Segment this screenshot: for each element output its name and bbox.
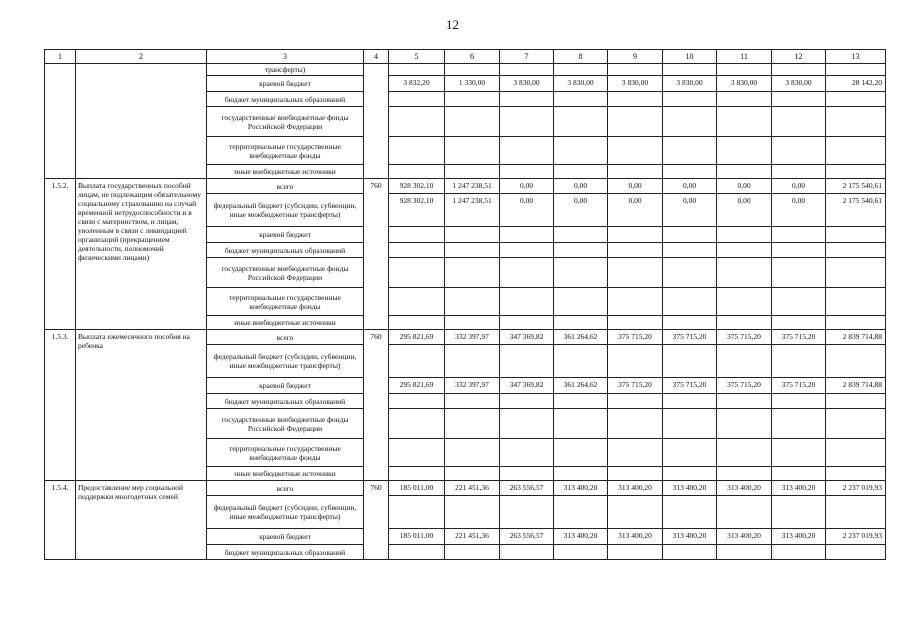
table-row: [45, 179, 886, 194]
value-cell: [663, 467, 717, 481]
value-cell: [772, 345, 826, 378]
value-cell: 3 830,00: [500, 76, 554, 92]
column-header: 6: [445, 50, 500, 64]
column-header: 12: [772, 50, 826, 64]
value-cell: 313 400,20: [663, 481, 717, 496]
value-cell: 313 400,20: [608, 481, 663, 496]
value-cell: 2 839 714,88: [826, 330, 886, 345]
funding-source-cell: государственные внебюджетные фонды Российской Федерации: [207, 258, 364, 288]
funding-source-cell: трансферты): [207, 64, 364, 76]
funding-source-cell: всего: [207, 330, 364, 345]
value-cell: 2 175 540,61: [826, 194, 886, 227]
funding-source-cell: бюджет муниципальных образований: [207, 243, 364, 258]
value-cell: [608, 439, 663, 467]
value-cell: [445, 316, 500, 330]
value-cell: [608, 107, 663, 137]
funding-source-cell: иные внебюджетные источники: [207, 165, 364, 179]
value-cell: [389, 545, 445, 560]
value-cell: [500, 258, 554, 288]
value-cell: [500, 64, 554, 76]
funding-source-cell: краевой бюджет: [207, 378, 364, 394]
value-cell: [663, 394, 717, 409]
value-cell: [772, 107, 826, 137]
value-cell: [445, 227, 500, 243]
column-header: 13: [826, 50, 886, 64]
value-cell: [608, 288, 663, 316]
column-header: 10: [663, 50, 717, 64]
value-cell: [445, 64, 500, 76]
value-cell: 1 330,00: [445, 76, 500, 92]
value-cell: 0,00: [717, 194, 772, 227]
value-cell: 0,00: [663, 179, 717, 194]
value-cell: [772, 92, 826, 107]
value-cell: [445, 467, 500, 481]
table-row: [45, 330, 886, 345]
value-cell: [389, 394, 445, 409]
value-cell: [717, 316, 772, 330]
item-code: 1.5.4.: [45, 481, 76, 560]
value-cell: 347 369,82: [500, 378, 554, 394]
value-cell: [608, 64, 663, 76]
value-cell: [717, 243, 772, 258]
table-row: [45, 481, 886, 496]
value-cell: 0,00: [772, 194, 826, 227]
funding-source-cell: иные внебюджетные источники: [207, 316, 364, 330]
value-cell: [663, 137, 717, 165]
value-cell: [389, 137, 445, 165]
value-cell: [772, 227, 826, 243]
value-cell: 375 715,20: [717, 330, 772, 345]
funding-source-cell: бюджет муниципальных образований: [207, 92, 364, 107]
value-cell: [717, 345, 772, 378]
funding-source-cell: государственные внебюджетные фонды Российской Федерации: [207, 107, 364, 137]
item-name: Выплата ежемесячного пособия на ребенка: [76, 330, 207, 481]
value-cell: [608, 345, 663, 378]
value-cell: [445, 545, 500, 560]
value-cell: [500, 165, 554, 179]
value-cell: [717, 496, 772, 529]
value-cell: [608, 496, 663, 529]
value-cell: [554, 243, 608, 258]
value-cell: [389, 64, 445, 76]
value-cell: [717, 165, 772, 179]
value-cell: [826, 64, 886, 76]
value-cell: [445, 92, 500, 107]
value-cell: 0,00: [663, 194, 717, 227]
value-cell: [663, 64, 717, 76]
value-cell: [445, 409, 500, 439]
value-cell: [826, 467, 886, 481]
value-cell: [826, 137, 886, 165]
value-cell: 928 302,10: [389, 179, 445, 194]
column-header: 11: [717, 50, 772, 64]
value-cell: [663, 243, 717, 258]
value-cell: [500, 394, 554, 409]
value-cell: [554, 394, 608, 409]
column-header: 5: [389, 50, 445, 64]
column-header: 8: [554, 50, 608, 64]
value-cell: 375 715,20: [717, 378, 772, 394]
value-cell: 313 400,20: [554, 529, 608, 545]
code-cell: [45, 64, 76, 179]
value-cell: [500, 545, 554, 560]
value-cell: [772, 496, 826, 529]
value-cell: [663, 258, 717, 288]
value-cell: 375 715,20: [772, 378, 826, 394]
value-cell: [826, 92, 886, 107]
value-cell: [389, 288, 445, 316]
value-cell: 0,00: [608, 194, 663, 227]
value-cell: [772, 258, 826, 288]
value-cell: [554, 258, 608, 288]
page-number: 12: [446, 17, 459, 32]
value-cell: [826, 496, 886, 529]
value-cell: [500, 345, 554, 378]
value-cell: 313 400,20: [772, 529, 826, 545]
value-cell: [826, 394, 886, 409]
value-cell: [554, 64, 608, 76]
funding-source-cell: территориальные государственные внебюджетные фонды: [207, 439, 364, 467]
value-cell: 375 715,20: [608, 330, 663, 345]
funding-source-cell: федеральный бюджет (субсидии, субвенции, иные межбюджетные трансферты): [207, 194, 364, 227]
value-cell: [500, 137, 554, 165]
item-name: Выплата государственных пособий лицам, не подлежащим обязательному социальному страхованию на случай временной нетрудоспособности и в связи с материнством, и лицам, уволенным в связи с ликвидацией организаций (прекращением деятельности, полномочий физическими лицами): [76, 179, 207, 330]
value-cell: [826, 243, 886, 258]
value-cell: [772, 394, 826, 409]
value-cell: [554, 227, 608, 243]
value-cell: [772, 64, 826, 76]
value-cell: [772, 467, 826, 481]
value-cell: [717, 137, 772, 165]
funding-source-cell: всего: [207, 481, 364, 496]
funding-source-cell: государственные внебюджетные фонды Российской Федерации: [207, 409, 364, 439]
value-cell: 3 830,00: [554, 76, 608, 92]
value-cell: 361 264,62: [554, 378, 608, 394]
value-cell: [608, 243, 663, 258]
item-name-cell: [76, 64, 207, 179]
value-cell: [445, 345, 500, 378]
value-cell: [608, 137, 663, 165]
value-cell: 0,00: [717, 179, 772, 194]
value-cell: [500, 243, 554, 258]
item-name: Предоставление мер социальной поддержки многодетных семей: [76, 481, 207, 560]
value-cell: [663, 345, 717, 378]
column-header: 3: [207, 50, 364, 64]
funding-source-cell: бюджет муниципальных образований: [207, 545, 364, 560]
value-cell: [554, 165, 608, 179]
value-cell: 2 839 714,88: [826, 378, 886, 394]
value-cell: [717, 92, 772, 107]
funding-source-cell: бюджет муниципальных образований: [207, 394, 364, 409]
value-cell: 313 400,20: [554, 481, 608, 496]
value-cell: [772, 288, 826, 316]
funding-source-cell: федеральный бюджет (субсидии, субвенции, иные межбюджетные трансферты): [207, 345, 364, 378]
value-cell: [663, 439, 717, 467]
value-cell: [663, 496, 717, 529]
value-cell: 313 400,20: [717, 529, 772, 545]
value-cell: 928 302,10: [389, 194, 445, 227]
funding-source-cell: краевой бюджет: [207, 76, 364, 92]
value-cell: [826, 288, 886, 316]
value-cell: 313 400,20: [772, 481, 826, 496]
funding-source-cell: всего: [207, 179, 364, 194]
value-cell: [772, 439, 826, 467]
item-code: 1.5.2.: [45, 179, 76, 330]
value-cell: [663, 409, 717, 439]
column-header: 2: [76, 50, 207, 64]
value-cell: 0,00: [500, 179, 554, 194]
column-header: 9: [608, 50, 663, 64]
value-cell: [717, 439, 772, 467]
value-cell: [663, 316, 717, 330]
value-cell: 3 830,00: [608, 76, 663, 92]
funding-source-cell: иные внебюджетные источники: [207, 467, 364, 481]
value-cell: 3 830,00: [717, 76, 772, 92]
value-cell: [389, 92, 445, 107]
value-cell: [445, 165, 500, 179]
value-cell: [445, 107, 500, 137]
value-cell: 347 369,82: [500, 330, 554, 345]
value-cell: 3 830,00: [772, 76, 826, 92]
value-cell: [663, 227, 717, 243]
value-cell: 3 830,00: [663, 76, 717, 92]
value-cell: [500, 467, 554, 481]
value-cell: [445, 288, 500, 316]
value-cell: [826, 316, 886, 330]
value-cell: [608, 165, 663, 179]
value-cell: [389, 227, 445, 243]
value-cell: [554, 345, 608, 378]
value-cell: 263 556,57: [500, 529, 554, 545]
funding-source-cell: территориальные государственные внебюджетные фонды: [207, 288, 364, 316]
value-cell: [389, 165, 445, 179]
value-cell: [826, 545, 886, 560]
value-cell: [445, 243, 500, 258]
col4-code: 760: [364, 330, 389, 481]
value-cell: 185 011,00: [389, 481, 445, 496]
value-cell: 2 237 019,93: [826, 481, 886, 496]
value-cell: [772, 545, 826, 560]
funding-source-cell: краевой бюджет: [207, 529, 364, 545]
value-cell: [826, 258, 886, 288]
value-cell: [608, 92, 663, 107]
col4-cell: [364, 64, 389, 179]
value-cell: [500, 409, 554, 439]
value-cell: [717, 409, 772, 439]
table-body: [45, 50, 886, 560]
value-cell: [717, 467, 772, 481]
value-cell: [826, 409, 886, 439]
value-cell: 295 821,69: [389, 330, 445, 345]
value-cell: [389, 258, 445, 288]
value-cell: 375 715,20: [663, 330, 717, 345]
col4-code: 760: [364, 481, 389, 560]
value-cell: 0,00: [554, 179, 608, 194]
value-cell: [554, 439, 608, 467]
column-header: 7: [500, 50, 554, 64]
value-cell: [500, 439, 554, 467]
value-cell: [554, 288, 608, 316]
value-cell: [608, 545, 663, 560]
value-cell: [445, 137, 500, 165]
value-cell: [772, 165, 826, 179]
value-cell: [554, 137, 608, 165]
value-cell: [663, 165, 717, 179]
budget-table: [44, 49, 886, 560]
value-cell: 263 556,57: [500, 481, 554, 496]
value-cell: [608, 467, 663, 481]
funding-source-cell: федеральный бюджет (субсидии, субвенции, иные межбюджетные трансферты): [207, 496, 364, 529]
value-cell: [663, 288, 717, 316]
value-cell: [608, 409, 663, 439]
value-cell: 313 400,20: [717, 481, 772, 496]
value-cell: [389, 345, 445, 378]
value-cell: 1 247 238,51: [445, 179, 500, 194]
value-cell: [445, 439, 500, 467]
value-cell: 313 400,20: [663, 529, 717, 545]
value-cell: [554, 409, 608, 439]
value-cell: [717, 394, 772, 409]
value-cell: 361 264,62: [554, 330, 608, 345]
value-cell: [554, 496, 608, 529]
value-cell: [445, 496, 500, 529]
value-cell: [663, 92, 717, 107]
value-cell: 2 175 540,61: [826, 179, 886, 194]
funding-source-cell: территориальные государственные внебюджетные фонды: [207, 137, 364, 165]
column-header: 4: [364, 50, 389, 64]
value-cell: [500, 107, 554, 137]
value-cell: [608, 316, 663, 330]
value-cell: [389, 243, 445, 258]
funding-source-cell: краевой бюджет: [207, 227, 364, 243]
value-cell: 332 397,97: [445, 378, 500, 394]
value-cell: [554, 316, 608, 330]
value-cell: [500, 316, 554, 330]
value-cell: 0,00: [554, 194, 608, 227]
value-cell: [389, 467, 445, 481]
header-row: [45, 50, 886, 64]
item-code: 1.5.3.: [45, 330, 76, 481]
value-cell: 0,00: [608, 179, 663, 194]
value-cell: [663, 107, 717, 137]
value-cell: [663, 545, 717, 560]
value-cell: 375 715,20: [772, 330, 826, 345]
value-cell: [826, 165, 886, 179]
value-cell: 0,00: [500, 194, 554, 227]
value-cell: [717, 227, 772, 243]
table-row: [45, 64, 886, 76]
value-cell: [445, 394, 500, 409]
value-cell: [389, 316, 445, 330]
value-cell: [772, 243, 826, 258]
col4-code: 760: [364, 179, 389, 330]
value-cell: [608, 394, 663, 409]
value-cell: [826, 227, 886, 243]
value-cell: [772, 409, 826, 439]
value-cell: [389, 409, 445, 439]
value-cell: [445, 258, 500, 288]
value-cell: [717, 288, 772, 316]
column-header: 1: [45, 50, 76, 64]
value-cell: 221 451,36: [445, 481, 500, 496]
value-cell: [717, 64, 772, 76]
value-cell: 313 400,20: [608, 529, 663, 545]
value-cell: [389, 439, 445, 467]
value-cell: [389, 496, 445, 529]
value-cell: 332 397,97: [445, 330, 500, 345]
value-cell: 3 832,20: [389, 76, 445, 92]
value-cell: [500, 496, 554, 529]
value-cell: [717, 545, 772, 560]
value-cell: 2 237 019,93: [826, 529, 886, 545]
value-cell: [500, 288, 554, 316]
value-cell: [826, 107, 886, 137]
value-cell: 295 821,69: [389, 378, 445, 394]
value-cell: [554, 545, 608, 560]
value-cell: [717, 258, 772, 288]
value-cell: [389, 107, 445, 137]
value-cell: [772, 316, 826, 330]
value-cell: [772, 137, 826, 165]
value-cell: [826, 345, 886, 378]
value-cell: [717, 107, 772, 137]
value-cell: [554, 107, 608, 137]
value-cell: [554, 467, 608, 481]
value-cell: [500, 227, 554, 243]
value-cell: [500, 92, 554, 107]
value-cell: [826, 439, 886, 467]
value-cell: 1 247 238,51: [445, 194, 500, 227]
value-cell: [554, 92, 608, 107]
value-cell: 221 451,36: [445, 529, 500, 545]
value-cell: 375 715,20: [608, 378, 663, 394]
value-cell: 375 715,20: [663, 378, 717, 394]
value-cell: 185 011,00: [389, 529, 445, 545]
value-cell: 0,00: [772, 179, 826, 194]
value-cell: 28 142,20: [826, 76, 886, 92]
value-cell: [608, 258, 663, 288]
value-cell: [608, 227, 663, 243]
